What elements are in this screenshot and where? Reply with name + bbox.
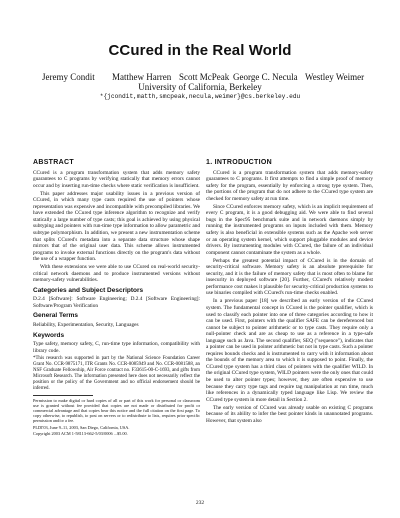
abstract-paragraph: CCured is a program transformation system that adds memory safety guarantees to C programs by verifying statically that memory errors cannot occur and by inserting run-time checks where static verification is insufficient. bbox=[33, 169, 200, 189]
abstract-paragraph: This paper addresses major usability issues in a previous version of CCured, in which many type casts required the use of pointers whose representation was expensive and incompatible with precompiled libraries. We have extended the CCured type inference algorithm to recognize and verify statically a large number of type casts; this goal is achieved by using physical subtyping and pointers with run-time type information to allow parametric and subtype polymorphism. In addition, we present a new instrumentation scheme that splits CCured's metadata into a separate data structure whose shape mirrors that of the original user data. This scheme allows instrumented programs to invoke external functions directly on the program's data without the use of a wrapper function. bbox=[33, 190, 200, 263]
keywords-heading: Keywords bbox=[33, 331, 65, 339]
intro-paragraph: Perhaps the greatest potential impact of CCured is in the domain of security-critical software. Memory safety is an absolute prerequisite for security, and it is the failure of memory safety that is most often to blame for insecurity in deployed software [20]. Further, CCured's relatively modest performance cost makes it plausible for security-critical production systems to use binaries compiled with CCured's run-time checks enabled. bbox=[206, 257, 373, 297]
keywords-text: Type safety, memory safety, C, run-time type information, compatibility with library code. bbox=[33, 341, 200, 354]
intro-paragraph: The early version of CCured was already usable on existing C programs because of its ability to infer the best pointer kinds in unannotated programs. However, that system also bbox=[206, 404, 373, 424]
author-name: Westley Weimer bbox=[305, 72, 365, 82]
author-emails: *{jcondit,matth,smcpeak,necula,weimer}@cs.berkeley.edu bbox=[99, 93, 301, 100]
author-name: George C. Necula bbox=[233, 72, 298, 82]
intro-paragraph: Since CCured enforces memory safety, which is an implicit requirement of every C program, it is a good debugging aid. We were able to find several bugs in the Spec95 benchmark suite and in network daemons simply by running the instrumented programs on inputs included with them. Memory safety is also beneficial in extensible systems such as the Apache web server or an operating system kernel, which support pluggable modules and device drivers. By instrumenting modules with CCured, the failure of an individual component cannot contaminate the system as a whole. bbox=[206, 203, 373, 256]
abstract-heading: ABSTRACT bbox=[33, 159, 74, 166]
introduction-heading: 1. INTRODUCTION bbox=[206, 159, 272, 166]
funding-footnote: *This research was supported in part by the National Science Foundation Career Grant No. CCR-9875171, ITR Grants No. CCR-0085949 and No. CCR-0081588, an NSF Graduate Fellowship, Air Force contract no. F33615-00-C-1693, and gifts from Microsoft Research. The information presented here does not necessarily reflect the position or the policy of the Government and no official endorsement should be inferred. bbox=[33, 355, 200, 391]
right-column bbox=[206, 160, 373, 426]
page-number: 232 bbox=[195, 500, 205, 506]
intro-paragraph: In a previous paper [18] we described an early version of the CCured system. The fundamental concept in CCured is the pointer qualifier, which is used to classify each pointer into one of three categories according to how it can be used. First, pointers with the qualifier SAFE can be dereferenced but cannot be subject to pointer arithmetic or to type casts. They require only a null-pointer check and are as cheap to use as a reference in a type-safe language such as Java. The second qualifier, SEQ ("sequence"), indicates that a pointer can be used in pointer arithmetic but not in type casts. Such a pointer requires bounds checks and is instrumented to carry with it information about the bounds of the memory area to which it is supposed to point. Finally, the CCured type system has a third class of pointers with the qualifier WILD. In the original CCured type system, WILD pointers were the only ones that could be used to alter pointer types; however, they are often expensive to use because they carry type tags and require tag manipulation at run time, much like references in a dynamically typed language like Lisp. We review the CCured type system in more detail in Section 2. bbox=[206, 298, 373, 403]
general-terms-text: Reliability, Experimentation, Security, Languages bbox=[33, 322, 139, 329]
copyright-notice: Copyright 2003 ACM 1-58113-662-5/03/0006 ...$5.00. bbox=[33, 431, 128, 437]
author-name: Matthew Harren bbox=[112, 72, 172, 82]
intro-paragraph: CCured is a program transformation system that adds memory-safety guarantees to C programs. It first attempts to find a simple proof of memory safety for the program, essentially by enforcing a strong type system. Then, the portions of the program that do not adhere to the CCured type system are checked for memory safety at run time. bbox=[206, 169, 373, 202]
author-name: Scott McPeak bbox=[179, 72, 230, 82]
categories-text: D.2.4 [Software]: Software Engineering; D.2.4 [Software Engineering]: Software/Program Verification bbox=[33, 296, 200, 309]
conference-info: PLDI'03, June 9–11, 2003, San Diego, California, USA. bbox=[33, 424, 130, 430]
author-name: Jeremy Condit bbox=[42, 72, 95, 82]
permission-notice: Permission to make digital or hard copies of all or part of this work for personal or classroom use is granted without fee provided that copies are not made or distributed for profit or commercial advantage and that copies bear this notice and the full citation on the first page. To copy otherwise, to republish, to post on servers or to redistribute to lists, requires prior specific permission and/or a fee. bbox=[33, 397, 200, 424]
abstract-paragraph: With these extensions we were able to use CCured on real-world security-critical network daemons and to produce instrumented versions without memory-safety vulnerabilities. bbox=[33, 264, 200, 284]
affiliation: University of California, Berkeley bbox=[138, 82, 262, 92]
categories-heading: Categories and Subject Descriptors bbox=[33, 286, 144, 294]
general-terms-heading: General Terms bbox=[33, 312, 79, 320]
paper-title: CCured in the Real World bbox=[108, 42, 292, 59]
footnote-rule bbox=[33, 395, 93, 396]
left-column bbox=[33, 160, 200, 438]
